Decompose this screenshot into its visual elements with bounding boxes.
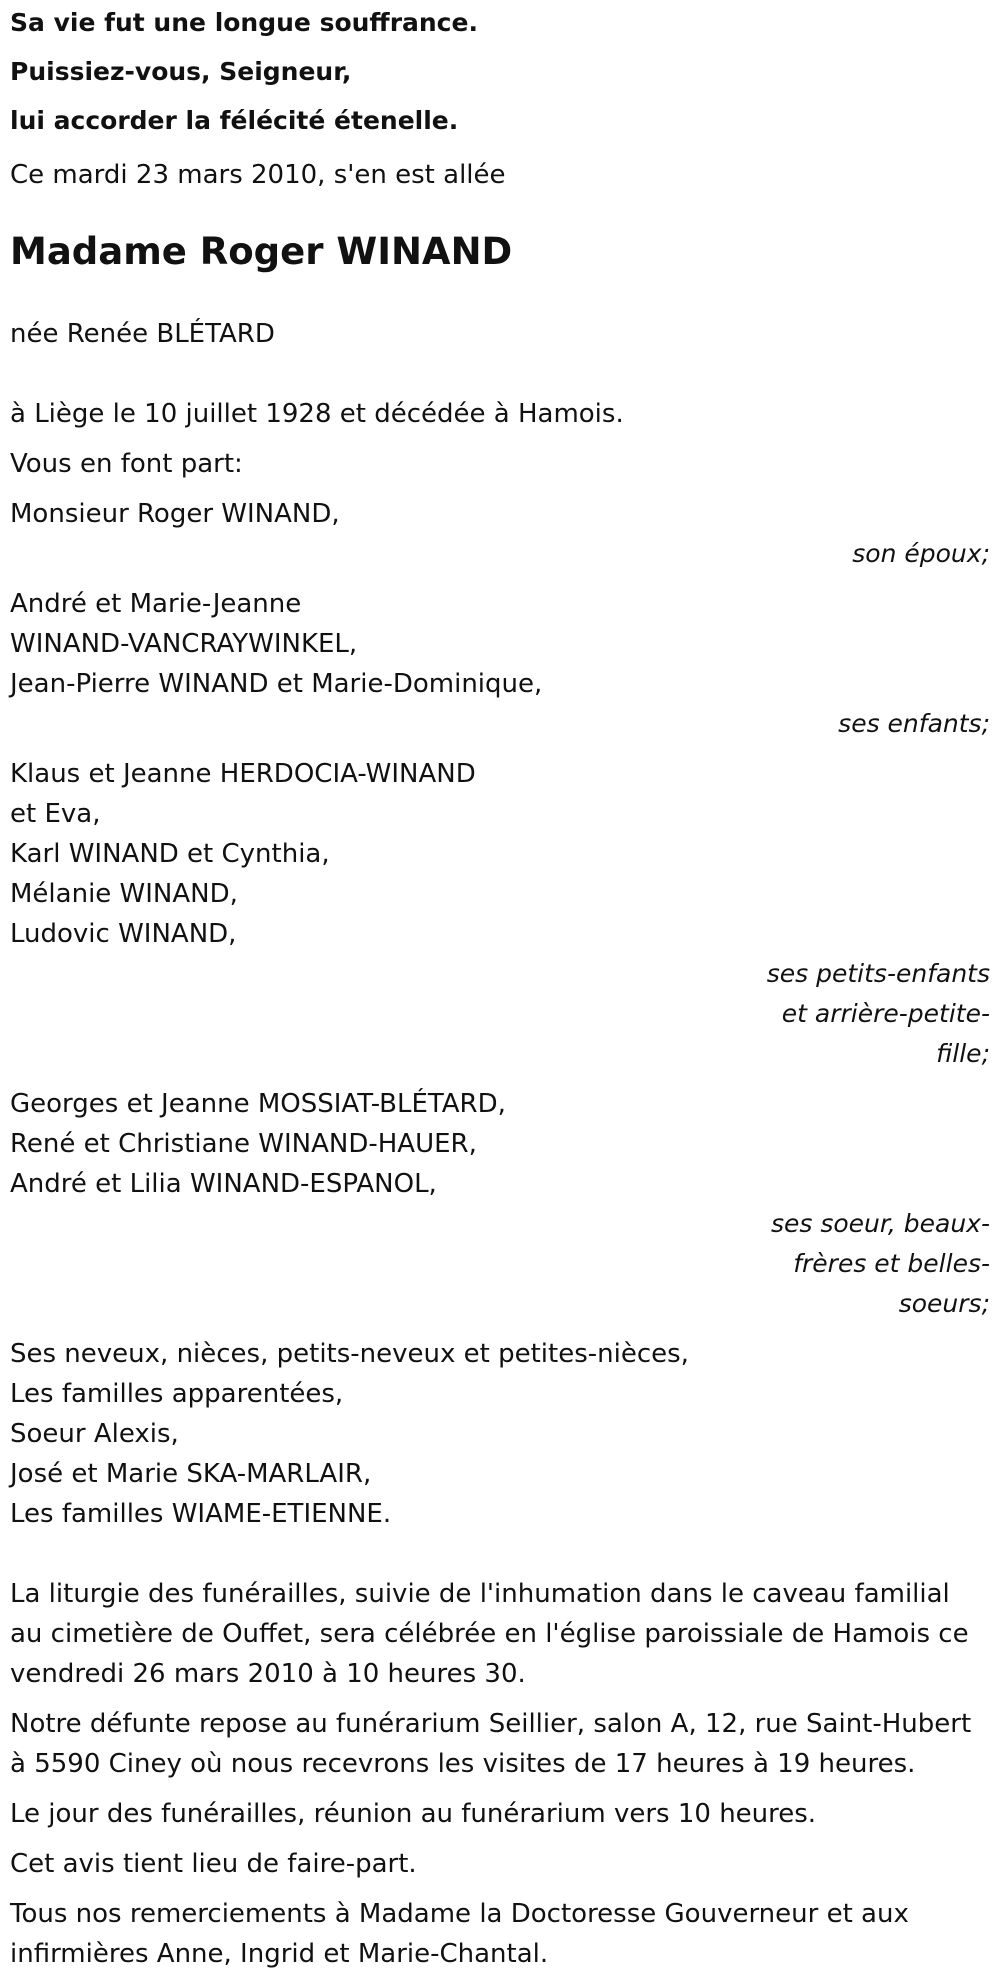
family-name-line: René et Christiane WINAND-HAUER, bbox=[10, 1129, 477, 1159]
poem bbox=[10, 0, 990, 136]
family-name-line: Klaus et Jeanne HERDOCIA-WINAND bbox=[10, 759, 476, 789]
thanks-paragraph: Tous nos remerciements à Madame la Doctoresse Gouverneur et aux infirmières Anne, Ingrid et Marie-Chantal. bbox=[10, 1899, 909, 1969]
relation-line: soeurs; bbox=[898, 1289, 990, 1318]
relation-line: son époux; bbox=[852, 539, 990, 568]
intro-text: Ce mardi 23 mars 2010, s'en est allée bbox=[10, 160, 506, 190]
poem-line: lui accorder la félécité étenelle. bbox=[10, 106, 459, 135]
other-relative-line: José et Marie SKA-MARLAIR, bbox=[10, 1459, 372, 1489]
funeral-info bbox=[10, 1574, 990, 1974]
announce-text: Vous en font part: bbox=[10, 449, 243, 479]
other-relatives bbox=[10, 1334, 990, 1534]
notice-paragraph: Cet avis tient lieu de faire-part. bbox=[10, 1849, 417, 1879]
birth-death-text: à Liège le 10 juillet 1928 et décédée à Hamois. bbox=[10, 399, 624, 429]
other-relative-line: Les familles WIAME-ETIENNE. bbox=[10, 1499, 392, 1529]
family-name-line: André et Marie-Jeanne bbox=[10, 589, 302, 619]
family-name-line: Georges et Jeanne MOSSIAT-BLÉTARD, bbox=[10, 1089, 506, 1119]
relation-line: ses soeur, beaux- bbox=[770, 1209, 990, 1238]
family-names bbox=[10, 584, 990, 704]
deceased-name: Madame Roger WINAND bbox=[10, 230, 513, 273]
family-names bbox=[10, 1084, 990, 1204]
family-names bbox=[10, 494, 990, 534]
family-group-siblings bbox=[10, 1084, 990, 1324]
poem-line: Sa vie fut une longue souffrance. bbox=[10, 8, 478, 37]
funerarium-paragraph: Notre défunte repose au funérarium Seillier, salon A, 12, rue Saint-Hubert à 5590 Ciney où nous recevrons les visites de 17 heures à 19 heures. bbox=[10, 1709, 972, 1779]
family-names bbox=[10, 754, 990, 954]
other-relative-line: Les familles apparentées, bbox=[10, 1379, 344, 1409]
maiden-name: née Renée BLÉTARD bbox=[10, 319, 275, 349]
relation-line: frères et belles- bbox=[793, 1249, 990, 1278]
relation-label bbox=[10, 954, 990, 1074]
relation-line: et arrière-petite- bbox=[781, 999, 990, 1028]
family-name-line: André et Lilia WINAND-ESPANOL, bbox=[10, 1169, 437, 1199]
family-name-line: Jean-Pierre WINAND et Marie-Dominique, bbox=[10, 669, 543, 699]
relation-label bbox=[10, 1204, 990, 1324]
relation-label bbox=[10, 534, 990, 574]
family-group-grandchildren bbox=[10, 754, 990, 1074]
relation-line: ses petits-enfants bbox=[766, 959, 990, 988]
relation-line: fille; bbox=[936, 1039, 990, 1068]
family-name-line: Ludovic WINAND, bbox=[10, 919, 237, 949]
family-group-spouse bbox=[10, 494, 990, 574]
relation-label bbox=[10, 704, 990, 744]
other-relative-line: Soeur Alexis, bbox=[10, 1419, 179, 1449]
relation-line: ses enfants; bbox=[838, 709, 990, 738]
poem-line: Puissiez-vous, Seigneur, bbox=[10, 57, 352, 86]
meeting-paragraph: Le jour des funérailles, réunion au funérarium vers 10 heures. bbox=[10, 1799, 817, 1829]
family-name-line: Monsieur Roger WINAND, bbox=[10, 499, 340, 529]
other-relative-line: Ses neveux, nièces, petits-neveux et petites-nièces, bbox=[10, 1339, 689, 1369]
family-group-children bbox=[10, 584, 990, 744]
liturgy-paragraph: La liturgie des funérailles, suivie de l'inhumation dans le caveau familial au cimetière de Ouffet, sera célébrée en l'église paroissiale de Hamois ce vendredi 26 mars 2010 à 10 heures 30. bbox=[10, 1579, 969, 1689]
family-name-line: Mélanie WINAND, bbox=[10, 879, 238, 909]
family-name-line: et Eva, bbox=[10, 799, 101, 829]
family-name-line: Karl WINAND et Cynthia, bbox=[10, 839, 330, 869]
family-name-line: WINAND-VANCRAYWINKEL, bbox=[10, 629, 358, 659]
